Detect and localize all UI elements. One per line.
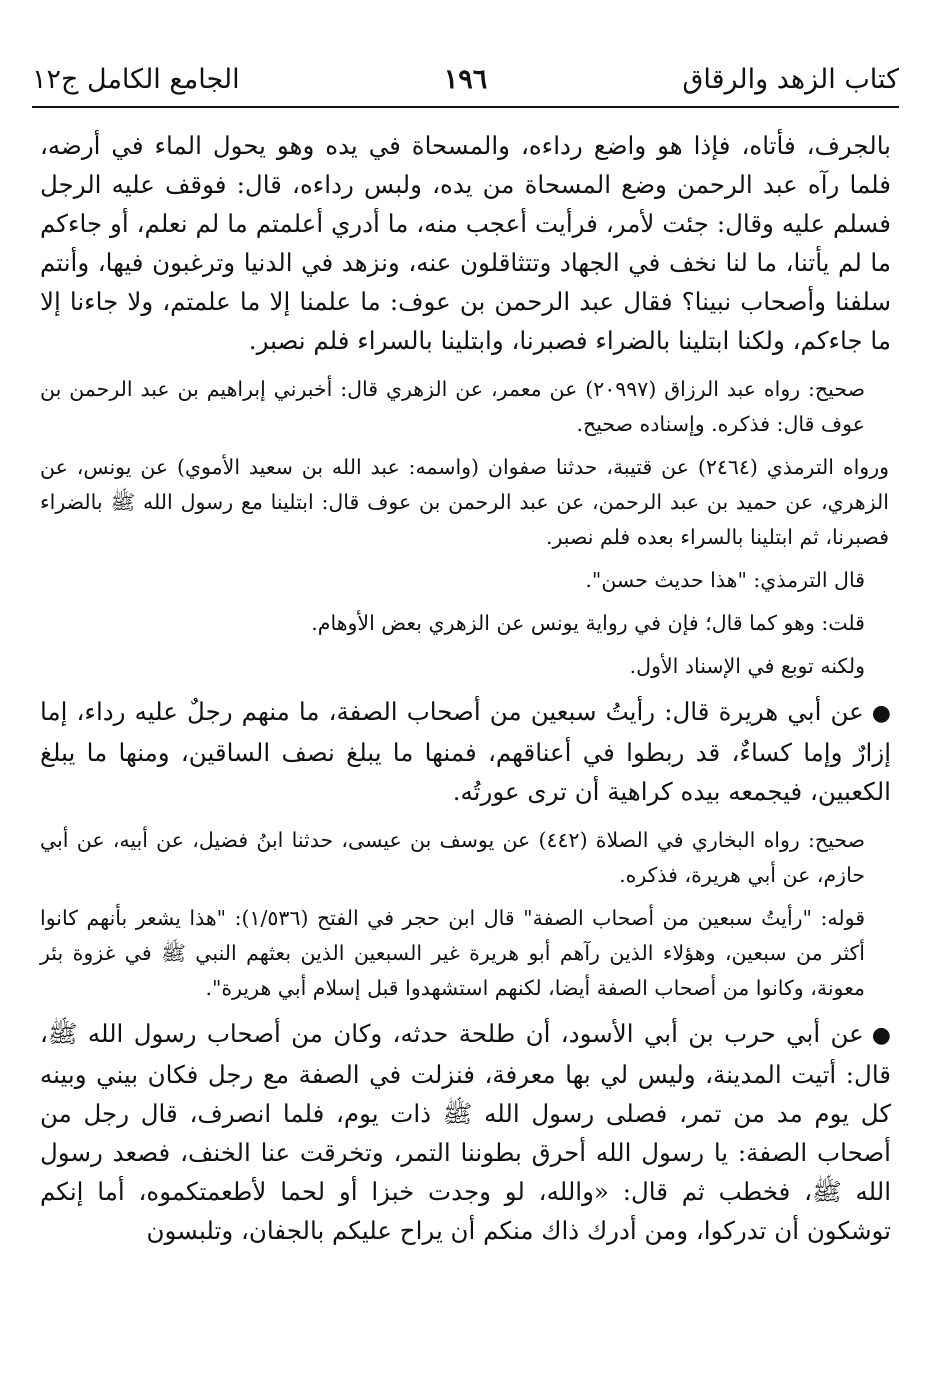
paragraph-text: صحيح: رواه البخاري في الصلاة (٤٤٢) عن يوسف بن عيسى، حدثنا ابنُ فضيل، عن أبيه، عن أبي حازم، عن أبي هريرة، فذكره. (40, 828, 865, 887)
paragraph-text: عن أبي حرب بن أبي الأسود، أن طلحة حدثه، وكان من أصحاب رسول الله ﷺ، قال: أتيت المدينة، وليس لي بها معرفة، فنزلت في الصفة مع رجل فكان بيني وبينه كل يوم مد من تمر، فصلى رسول الله ﷺ ذات يوم، فلما انصرف، قال رجل من أصحاب الصفة: يا رسول الله أحرق بطوننا التمر، وتخرقت عنا الخنف، فصعد رسول الله ﷺ، فخطب ثم قال: «والله، لو وجدت خبزا أو لحما لأطعمتكموه، أما إنكم توشكون أن تدركوا، ومن أدرك ذاك منكم أن يراح عليكم بالجفان، وتلبسون (40, 1019, 891, 1245)
hadith-text (40, 126, 891, 360)
paragraph-text: قال الترمذي: "هذا حديث حسن". (585, 568, 865, 592)
bullet-icon: ● (871, 701, 891, 726)
takhrij-note (40, 563, 891, 598)
paragraph-text: ولكنه توبع في الإسناد الأول. (629, 654, 865, 678)
hadith-text (40, 692, 891, 811)
takhrij-note (40, 649, 891, 684)
paragraph-text: ورواه الترمذي (٢٤٦٤) عن قتيبة، حدثنا صفوان (واسمه: عبد الله بن سعيد الأموي) عن يونس، عن الزهري، عن حميد بن عبد الرحمن، عن عبد الرحمن بن عوف قال: ابتلينا مع رسول الله ﷺ بالضراء فصبرنا، ثم ابتلينا بالسراء بعده فلم نصبر. (40, 455, 889, 549)
page-header (32, 58, 899, 108)
paragraph-text: قلت: وهو كما قال؛ فإن في رواية يونس عن الزهري بعض الأوهام. (311, 611, 865, 635)
page-number: ١٩٦ (443, 64, 488, 95)
bullet-icon: ● (871, 1023, 891, 1048)
paragraph-text: عن أبي هريرة قال: رأيتُ سبعين من أصحاب الصفة، ما منهم رجلٌ عليه رداء، إما إزارٌ وإما كساءٌ، قد ربطوا في أعناقهم، فمنها ما يبلغ نصف الساقين، ومنها ما يبلغ الكعبين، فيجمعه بيده كراهية أن ترى عورتُه. (40, 697, 891, 806)
takhrij-note (40, 606, 891, 641)
takhrij-note (40, 823, 891, 893)
hadith-text (40, 1014, 891, 1250)
page-content (40, 126, 891, 1262)
volume-title: الجامع الكامل ج١٢ (32, 64, 240, 95)
paragraph-text: بالجرف، فأتاه، فإذا هو واضع رداءه، والمسحاة في يده وهو يحول الماء في أرضه، فلما رآه عبد الرحمن وضع المسحاة من يده، ولبس رداءه، قال: فوقف عليه الرجل فسلم عليه وقال: جئت لأمر، فرأيت أعجب منه، ما أدري أعلمتم ما لم نعلم، أو جاءكم ما لم يأتنا، ما لنا نخف في الجهاد وتتثاقلون عنه، ونزهد في الدنيا وترغبون فيها، وأنتم سلفنا وأصحاب نبينا؟ فقال عبد الرحمن بن عوف: ما علمنا إلا ما علمتم، ولا جاءنا إلا ما جاءكم، ولكنا ابتلينا بالضراء فصبرنا، وابتلينا بالسراء فلم نصبر. (40, 131, 891, 355)
takhrij-note (40, 450, 891, 555)
takhrij-note (40, 901, 891, 1006)
book-title: كتاب الزهد والرقاق (682, 64, 899, 95)
paragraph-text: صحيح: رواه عبد الرزاق (٢٠٩٩٧) عن معمر، عن الزهري قال: أخبرني إبراهيم بن عبد الرحمن بن عوف قال: فذكره. وإسناده صحيح. (40, 377, 865, 436)
header-rule (32, 106, 899, 108)
paragraph-text: قوله: "رأيتُ سبعين من أصحاب الصفة" قال ابن حجر في الفتح (١/٥٣٦): "هذا يشعر بأنهم كانوا أكثر من سبعين، وهؤلاء الذين رآهم أبو هريرة غير السبعين الذين بعثهم النبي ﷺ في غزوة بئر معونة، وكانوا من أصحاب الصفة أيضا، لكنهم استشهدوا قبل إسلام أبي هريرة". (40, 906, 866, 1000)
takhrij-note (40, 372, 891, 442)
